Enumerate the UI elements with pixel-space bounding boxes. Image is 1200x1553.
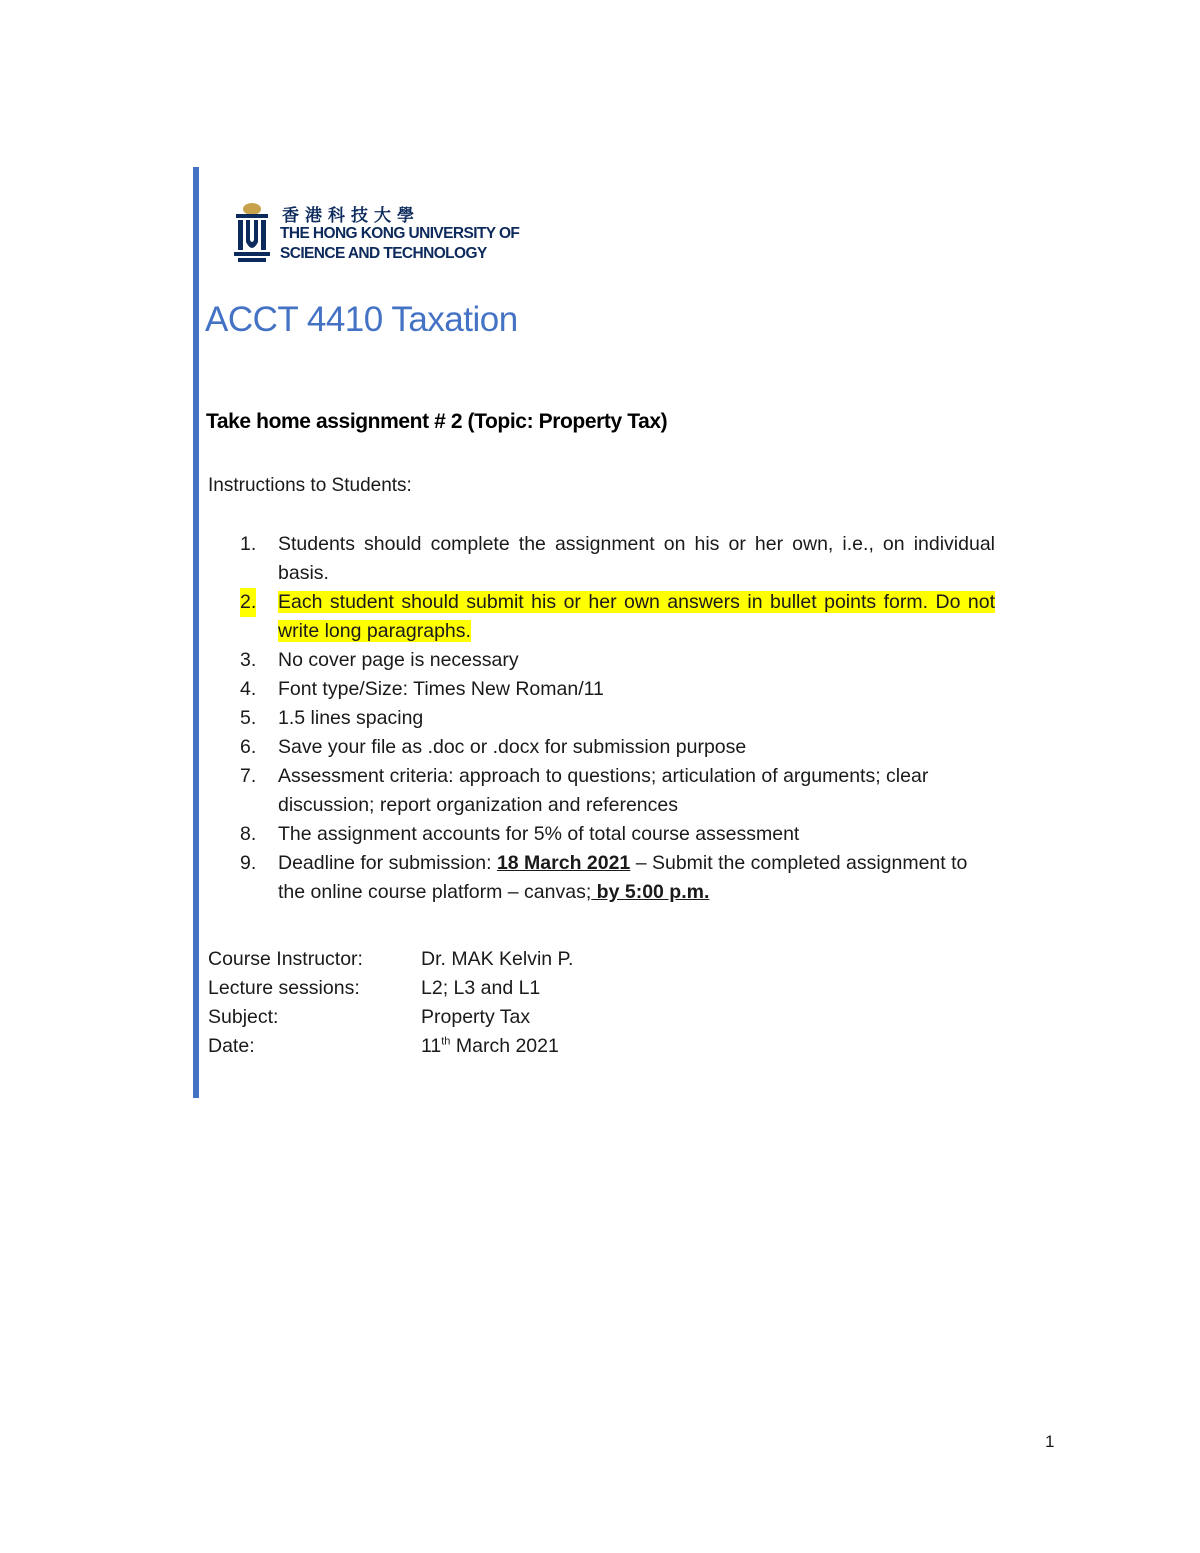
info-row-lectures	[208, 974, 573, 1003]
date-rest: March 2021	[450, 1035, 559, 1057]
date-suffix: th	[441, 1035, 451, 1048]
list-item-deadline	[240, 849, 995, 907]
deadline-details: – Submit the completed assignment to the online course platform – canvas;	[278, 852, 968, 903]
list-item	[240, 762, 995, 820]
list-text: No cover page is necessary	[278, 649, 519, 671]
instructor-label: Course Instructor:	[208, 948, 363, 970]
list-number: 6.	[240, 736, 257, 758]
list-text: Assessment criteria: approach to questions; articulation of arguments; clear discussion; report organization and references	[278, 765, 929, 816]
date-label: Date:	[208, 1035, 255, 1057]
date-day: 11	[421, 1035, 442, 1057]
deadline-intro: Deadline for submission:	[278, 852, 497, 874]
hkust-emblem-icon	[232, 202, 272, 264]
info-row-date	[208, 1032, 573, 1061]
lecture-value: L2; L3 and L1	[421, 977, 541, 999]
list-item	[240, 530, 995, 588]
list-text: The assignment accounts for 5% of total course assessment	[278, 823, 800, 845]
info-row-subject	[208, 1003, 573, 1032]
instructions-heading: Instructions to Students:	[208, 475, 412, 496]
accent-bar	[193, 167, 199, 1098]
list-item	[240, 733, 995, 762]
list-item	[240, 675, 995, 704]
list-number: 4.	[240, 678, 257, 700]
date-value	[421, 1032, 559, 1061]
lecture-label: Lecture sessions:	[208, 977, 360, 999]
assignment-subtitle: Take home assignment # 2 (Topic: Property Tax)	[206, 410, 668, 433]
deadline-time: by 5:00 p.m.	[591, 881, 710, 903]
instructions-list	[240, 530, 995, 907]
list-item	[240, 820, 995, 849]
info-row-instructor	[208, 945, 573, 974]
list-item-highlighted	[240, 588, 995, 646]
list-text: Students should complete the assignment on his or her own, i.e., on individual basis.	[278, 533, 995, 584]
list-item	[240, 646, 995, 675]
logo-english-line-1: THE HONG KONG UNIVERSITY OF	[280, 225, 520, 242]
subject-value: Property Tax	[421, 1006, 531, 1028]
list-number: 9.	[240, 852, 257, 874]
list-text: Each student should submit his or her own answers in bullet points form. Do not write long paragraphs.	[278, 591, 995, 642]
list-number: 2.	[240, 588, 256, 617]
list-number: 5.	[240, 707, 257, 729]
list-number: 8.	[240, 823, 257, 845]
page-number: 1	[1045, 1432, 1055, 1451]
subject-label: Subject:	[208, 1006, 279, 1028]
instructor-value: Dr. MAK Kelvin P.	[421, 948, 574, 970]
university-logo	[232, 202, 552, 266]
list-number: 7.	[240, 765, 257, 787]
course-title: ACCT 4410 Taxation	[205, 300, 518, 339]
logo-english-line-2: SCIENCE AND TECHNOLOGY	[280, 245, 487, 262]
deadline-date: 18 March 2021	[496, 852, 631, 874]
logo-chinese-name: 香港科技大學	[282, 206, 420, 226]
list-number: 1.	[240, 533, 257, 555]
course-info-table	[208, 945, 573, 1061]
list-item	[240, 704, 995, 733]
list-text: Font type/Size: Times New Roman/11	[278, 678, 604, 700]
list-text: 1.5 lines spacing	[278, 707, 424, 729]
list-text: Save your file as .doc or .docx for submission purpose	[278, 736, 747, 758]
list-number: 3.	[240, 649, 257, 671]
